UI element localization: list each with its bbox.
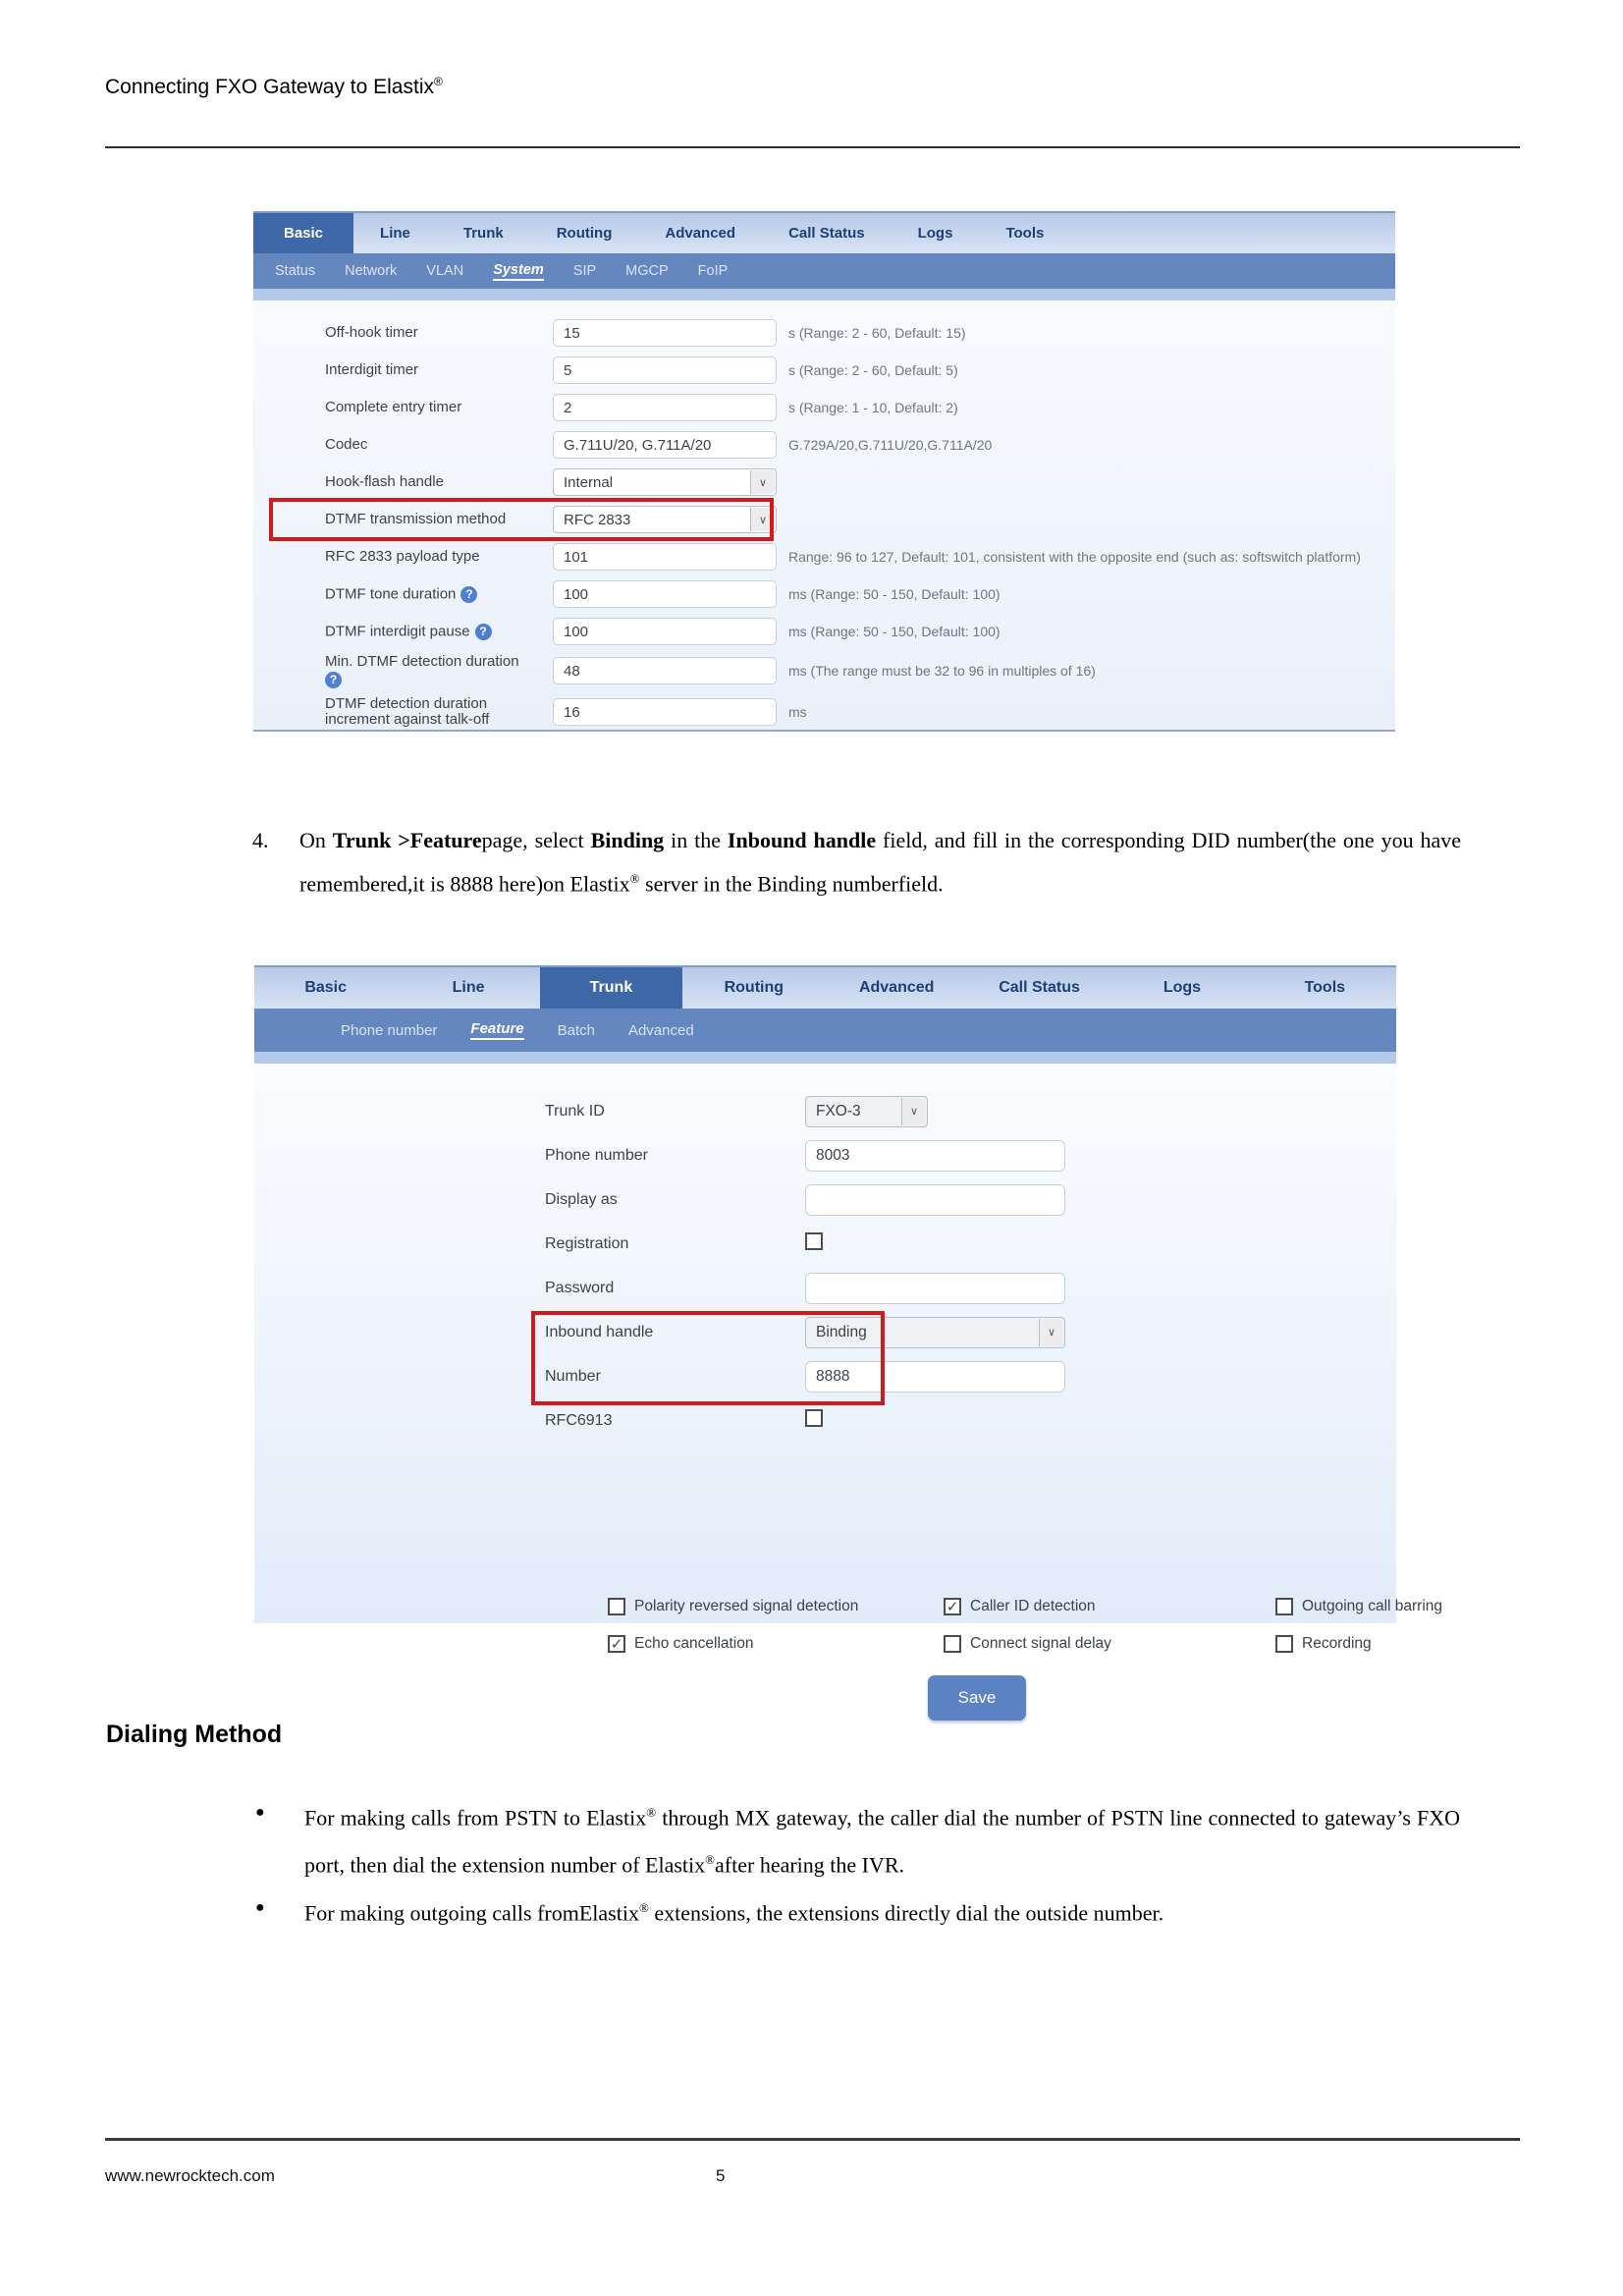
panel-top-strip	[254, 957, 1396, 965]
field-label: DTMF detection duration increment against talk-off	[325, 695, 490, 728]
highlight-box-inbound-binding	[531, 1311, 885, 1405]
field-label: DTMF transmission method	[325, 511, 507, 527]
subtab-foip[interactable]: FoIP	[697, 263, 729, 279]
form-row-dtmf-tone-duration	[253, 575, 1395, 613]
help-icon[interactable]: ?	[325, 672, 342, 688]
field-hint: s (Range: 2 - 60, Default: 15)	[788, 325, 966, 341]
tab-line[interactable]: Line	[380, 225, 410, 242]
bullet-pstn-to-elastix: ● For making calls from PSTN to Elastix® through MX gateway, the caller dial the number of PSTN line connected to gateway’s FXO port, then dial the extension number of Elastix®after hearing the IVR.	[253, 1791, 1460, 1886]
registered-mark: ®	[638, 1899, 649, 1915]
tab-line[interactable]: Line	[452, 979, 485, 996]
form-row-interdigit-timer	[253, 352, 1395, 389]
field-hint: Range: 96 to 127, Default: 101, consistent with the opposite end (such as: softswitch platform)	[788, 549, 1361, 565]
screenshot-basic-system	[253, 211, 1395, 732]
registered-mark: ®	[646, 1805, 657, 1820]
min-dtmf-detection-duration-input[interactable]: 48	[553, 657, 777, 684]
form-row-password	[254, 1266, 1396, 1310]
form-row-dtmf-detection-increment	[253, 691, 1395, 733]
list-number: 4.	[252, 828, 269, 852]
bullet-icon: ●	[255, 1898, 265, 1916]
help-icon[interactable]: ?	[475, 624, 492, 640]
form-row-registration	[254, 1222, 1396, 1266]
step-4-paragraph: 4. On Trunk >Featurepage, select Binding in the Inbound handle field, and fill in the corresponding DID number(the one you have remembered,it is 8888 here)on Elastix® server in the Binding numberfield.	[252, 821, 1461, 902]
option-echo-cancellation[interactable]: ✓ Echo cancellation	[608, 1635, 754, 1653]
form-row-off-hook-timer	[253, 314, 1395, 352]
tab-trunk[interactable]: Trunk	[540, 967, 682, 1009]
field-label: Complete entry timer	[325, 399, 462, 415]
dtmf-detection-increment-input[interactable]: 16	[553, 698, 777, 726]
save-button[interactable]: Save	[928, 1675, 1026, 1721]
field-label: RFC6913	[545, 1411, 613, 1429]
form-row-dtmf-interdigit-pause	[253, 613, 1395, 650]
codec-input[interactable]: G.711U/20, G.711A/20	[553, 431, 777, 459]
footer-url: www.newrocktech.com	[105, 2166, 275, 2185]
tab-tools[interactable]: Tools	[1005, 225, 1045, 242]
field-label: Codec	[325, 436, 368, 453]
chevron-down-icon: ∨	[750, 508, 775, 531]
divider-strip	[253, 289, 1395, 301]
tab-basic[interactable]: Basic	[304, 979, 348, 996]
subtab-mgcp[interactable]: MGCP	[625, 263, 669, 279]
registered-mark: ®	[629, 871, 640, 886]
field-hint: ms (Range: 50 - 150, Default: 100)	[788, 624, 1001, 639]
footer-page-number: 5	[716, 2166, 726, 2185]
registered-mark: ®	[705, 1852, 716, 1868]
chevron-down-icon: ∨	[1039, 1319, 1063, 1346]
check-icon: ✓	[610, 1635, 623, 1653]
field-label: Off-hook timer	[325, 324, 418, 341]
field-label: Trunk ID	[545, 1102, 605, 1120]
subtab-network[interactable]: Network	[345, 263, 398, 279]
check-icon: ✓	[946, 1598, 959, 1615]
subtab-phone-number[interactable]: Phone number	[341, 1021, 438, 1039]
subtab-sip[interactable]: SIP	[572, 263, 597, 279]
options-row-1	[254, 1594, 1443, 1631]
screenshot-trunk-feature	[254, 957, 1443, 1707]
tab-trunk[interactable]: Trunk	[462, 225, 504, 242]
registration-checkbox[interactable]	[805, 1232, 823, 1250]
highlight-box-dtmf-method	[269, 498, 774, 541]
footer-divider	[105, 2138, 1520, 2141]
subtab-bar	[253, 253, 1395, 289]
form-row-trunk-id	[254, 1089, 1396, 1133]
subtab-bar	[254, 1009, 1396, 1052]
option-polarity-reversed[interactable]: Polarity reversed signal detection	[608, 1598, 858, 1615]
field-label: Password	[545, 1279, 615, 1296]
form-row-hook-flash-handle	[253, 464, 1395, 501]
tab-routing[interactable]: Routing	[724, 979, 784, 996]
tab-basic[interactable]: Basic	[253, 213, 353, 253]
form-row-rfc2833-payload-type	[253, 538, 1395, 575]
complete-entry-timer-input[interactable]: 2	[553, 394, 777, 421]
chevron-down-icon: ∨	[750, 470, 775, 494]
field-label: Number	[545, 1367, 601, 1385]
tab-routing[interactable]: Routing	[556, 225, 613, 242]
inbound-handle-select[interactable]: Binding ∨	[805, 1317, 1065, 1348]
interdigit-timer-input[interactable]: 5	[553, 356, 777, 384]
binding-number-input[interactable]: 8888	[805, 1361, 1065, 1393]
tab-call-status[interactable]: Call Status	[999, 979, 1080, 996]
field-label: Phone number	[545, 1146, 648, 1164]
tab-logs[interactable]: Logs	[917, 225, 953, 242]
tab-advanced[interactable]: Advanced	[665, 225, 736, 242]
option-caller-id-detection[interactable]: ✓ Caller ID detection	[944, 1598, 1096, 1615]
subtab-system[interactable]: System	[493, 262, 544, 281]
field-hint: ms (The range must be 32 to 96 in multiples of 16)	[788, 663, 1096, 679]
field-hint: ms (Range: 50 - 150, Default: 100)	[788, 586, 1001, 602]
trunk-id-select[interactable]: FXO-3 ∨	[805, 1096, 928, 1127]
subtab-batch[interactable]: Batch	[557, 1021, 595, 1039]
field-hint: G.729A/20,G.711U/20,G.711A/20	[788, 437, 993, 453]
doc-title: Connecting FXO Gateway to Elastix®	[105, 75, 443, 98]
field-label: Registration	[545, 1234, 629, 1252]
option-outgoing-call-barring[interactable]: Outgoing call barring	[1275, 1598, 1442, 1615]
subtab-advanced[interactable]: Advanced	[627, 1021, 694, 1039]
field-label: Inbound handle	[545, 1323, 654, 1340]
dialing-method-heading: Dialing Method	[106, 1721, 283, 1748]
bullet-icon: ●	[255, 1804, 265, 1821]
tab-call-status[interactable]: Call Status	[788, 225, 865, 242]
field-hint: s (Range: 2 - 60, Default: 5)	[788, 362, 958, 378]
off-hook-timer-input[interactable]: 15	[553, 319, 777, 347]
phone-number-input[interactable]: 8003	[805, 1140, 1065, 1172]
hook-flash-handle-select[interactable]: Internal ∨	[553, 468, 777, 496]
chevron-down-icon: ∨	[901, 1098, 926, 1125]
form-row-phone-number	[254, 1133, 1396, 1177]
password-input[interactable]	[805, 1273, 1065, 1304]
options-row-2	[254, 1631, 1396, 1668]
dtmf-transmission-method-select[interactable]: RFC 2833 ∨	[553, 506, 777, 533]
dtmf-interdigit-pause-input[interactable]: 100	[553, 618, 777, 645]
form-row-complete-entry-timer	[253, 389, 1395, 426]
tab-bar	[254, 965, 1396, 1009]
tab-logs[interactable]: Logs	[1163, 979, 1202, 996]
form-row-display-as	[254, 1177, 1396, 1222]
field-label: Hook-flash handle	[325, 473, 444, 490]
field-label: Display as	[545, 1190, 618, 1208]
subtab-vlan[interactable]: VLAN	[426, 263, 464, 279]
tab-advanced[interactable]: Advanced	[858, 979, 935, 996]
registered-mark: ®	[434, 75, 443, 88]
help-icon[interactable]: ?	[460, 586, 477, 603]
form-row-codec	[253, 426, 1395, 464]
field-label: DTMF interdigit pause ?	[325, 624, 553, 640]
rfc2833-payload-type-input[interactable]: 101	[553, 543, 777, 571]
rfc6913-checkbox[interactable]	[805, 1409, 823, 1427]
dtmf-tone-duration-input[interactable]: 100	[553, 580, 777, 608]
field-label: RFC 2833 payload type	[325, 548, 480, 565]
field-label: Interdigit timer	[325, 361, 419, 378]
subtab-feature[interactable]: Feature	[470, 1020, 523, 1040]
subtab-status[interactable]: Status	[275, 263, 316, 279]
field-hint: s (Range: 1 - 10, Default: 2)	[788, 400, 958, 415]
option-recording[interactable]: Recording	[1275, 1635, 1372, 1653]
field-label: DTMF tone duration ?	[325, 586, 553, 603]
divider-strip	[254, 1052, 1396, 1064]
feature-options	[254, 1594, 1443, 1668]
display-as-input[interactable]	[805, 1184, 1065, 1216]
field-hint: ms	[788, 704, 807, 720]
header-divider	[105, 146, 1520, 148]
bullet-outgoing-calls: ● For making outgoing calls fromElastix® extensions, the extensions directly dial the outside number.	[253, 1886, 1460, 1934]
option-connect-signal-delay[interactable]: Connect signal delay	[944, 1635, 1111, 1653]
field-label: Min. DTMF detection duration ?	[325, 652, 519, 686]
dialing-method-bullets	[253, 1791, 1460, 1934]
tab-tools[interactable]: Tools	[1304, 979, 1346, 996]
form-row-min-dtmf-detection-duration	[253, 650, 1395, 691]
tab-bar	[253, 211, 1395, 253]
